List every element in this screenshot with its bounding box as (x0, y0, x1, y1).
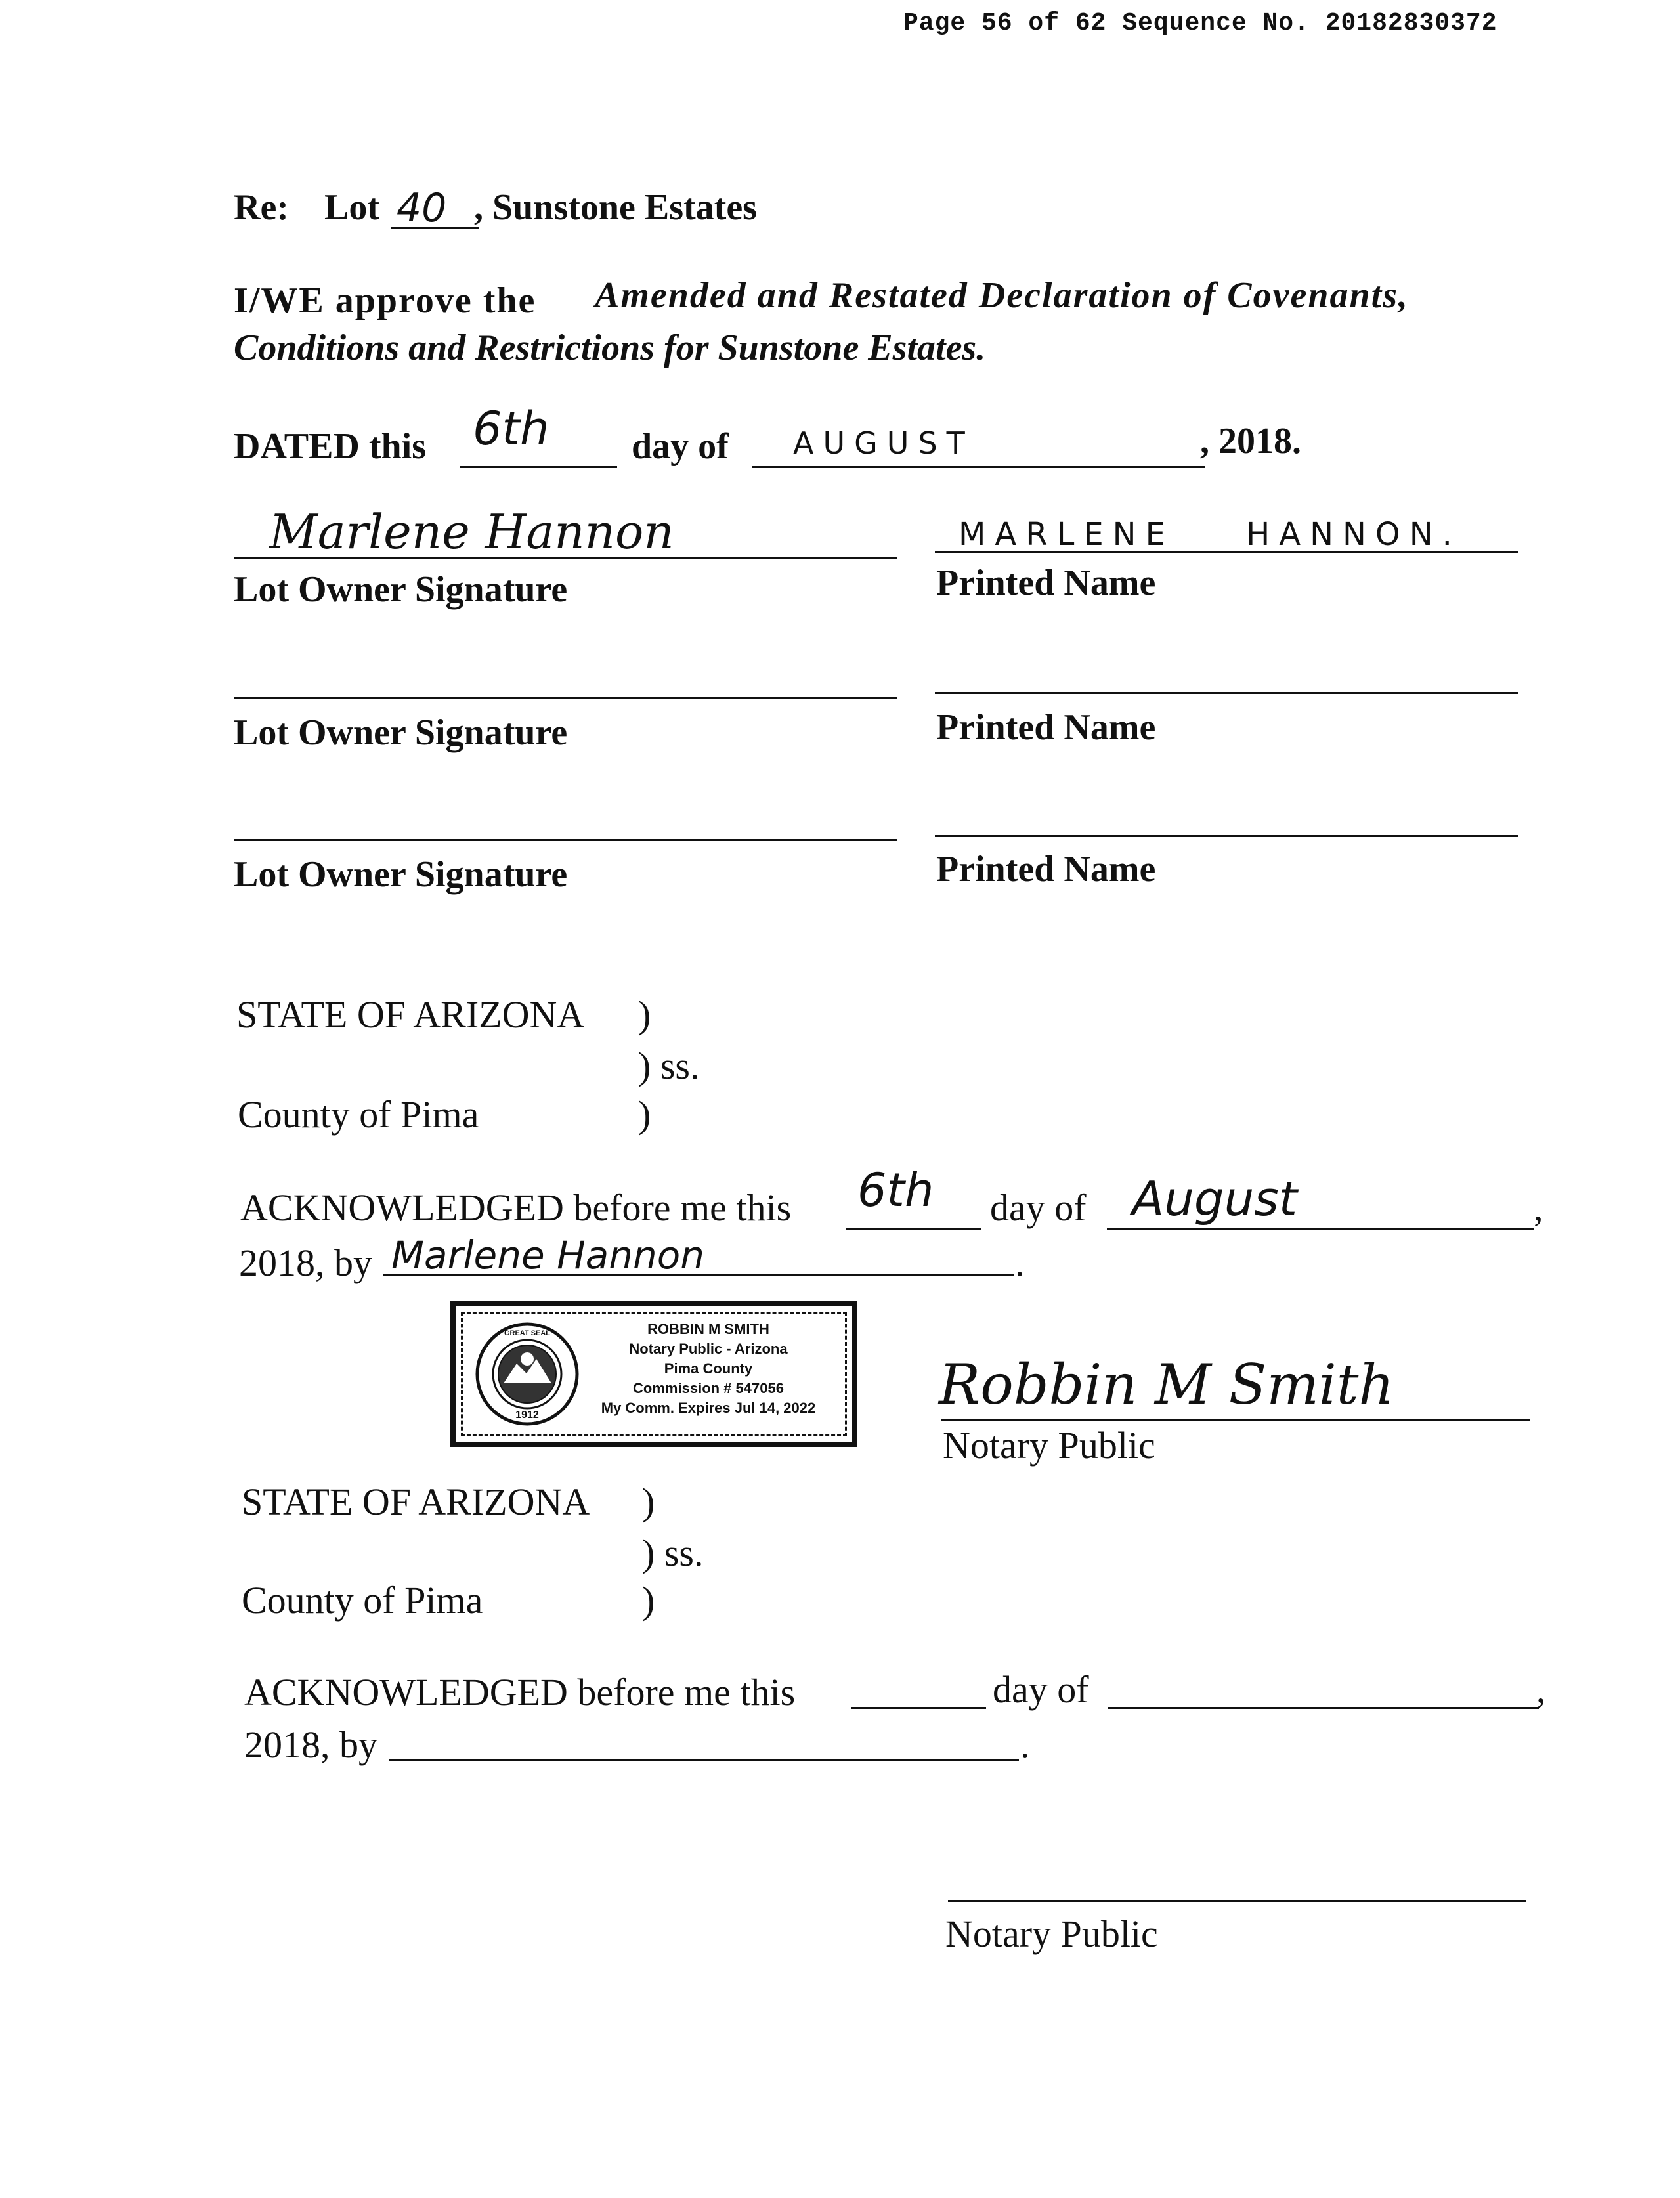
stamp-text-block (580, 1320, 836, 1418)
ack-label-2: ACKNOWLEDGED before me this (244, 1671, 796, 1713)
printed-name-label-1: Printed Name (936, 563, 1156, 603)
stamp-county: Pima County (664, 1360, 753, 1377)
ack-year-by-2: 2018, by (244, 1723, 377, 1766)
ack-month-line-2 (1108, 1707, 1539, 1709)
stamp-notary-title: Notary Public - Arizona (629, 1341, 788, 1357)
lot-number-handwritten: 40 (397, 185, 447, 231)
county-label-1: County of Pima (238, 1093, 479, 1136)
owner-printed-name-handwritten: MARLENE HANNON. (958, 516, 1461, 553)
ack-comma-1: , (1534, 1186, 1543, 1229)
printed-name-label-3: Printed Name (936, 849, 1156, 890)
dated-day-handwritten: 6th (473, 402, 549, 456)
ss-label-2: ) ss. (642, 1532, 704, 1574)
arizona-state-seal-icon (474, 1321, 580, 1427)
state-label-1: STATE OF ARIZONA (236, 993, 585, 1036)
dated-year: , 2018. (1200, 421, 1301, 462)
ss-label-1: ) ss. (638, 1045, 700, 1087)
ack-period-1: . (1015, 1241, 1025, 1284)
notary-public-label-1: Notary Public (943, 1424, 1155, 1467)
svg-text:1912: 1912 (515, 1410, 539, 1421)
re-label: Re: (234, 187, 289, 228)
notary-public-label-2: Notary Public (945, 1912, 1158, 1955)
dated-month-line (752, 466, 1205, 468)
ack-day-of-1: day of (990, 1186, 1087, 1229)
ack-day-line-1 (846, 1228, 981, 1230)
stamp-commission: Commission # 547056 (633, 1380, 784, 1396)
ack-year-by-1: 2018, by (239, 1241, 372, 1284)
notary-signature-line-2 (948, 1900, 1526, 1902)
ack-comma-2: , (1536, 1668, 1546, 1711)
approve-title-line-1: Amended and Restated Declaration of Covenants, (595, 275, 1409, 316)
county-paren-2: ) (642, 1579, 655, 1622)
printed-name-label-2: Printed Name (936, 707, 1156, 748)
owner-signature-handwritten: Marlene Hannon (269, 504, 674, 559)
ack-month-handwritten-1: August (1132, 1171, 1297, 1226)
state-label-2: STATE OF ARIZONA (242, 1480, 590, 1523)
owner-signature-label-3: Lot Owner Signature (234, 854, 568, 895)
approve-lead: I/WE approve the (234, 280, 536, 321)
printed-name-line-3 (935, 835, 1518, 837)
ack-by-line-2 (389, 1759, 1019, 1761)
county-label-2: County of Pima (242, 1579, 483, 1622)
owner-signature-label-1: Lot Owner Signature (234, 569, 568, 610)
notary-stamp (450, 1301, 857, 1447)
dated-day-of: day of (632, 426, 729, 467)
lot-subdivision: , Sunstone Estates (474, 187, 757, 228)
printed-name-line-2 (935, 692, 1518, 694)
owner-signature-label-2: Lot Owner Signature (234, 712, 568, 753)
ack-day-line-2 (851, 1707, 986, 1709)
page-sequence-header: Page 56 of 62 Sequence No. 20182830372 (903, 9, 1497, 37)
svg-text:GREAT SEAL: GREAT SEAL (504, 1329, 551, 1337)
dated-day-line (460, 466, 617, 468)
ack-day-handwritten-1: 6th (857, 1163, 934, 1217)
dated-month-handwritten: AUGUST (793, 425, 974, 461)
ack-month-line-1 (1107, 1228, 1534, 1230)
owner-signature-line-2 (234, 697, 897, 699)
ack-day-of-2: day of (993, 1668, 1089, 1711)
state-paren-2: ) (642, 1480, 655, 1523)
dated-label: DATED this (234, 426, 427, 467)
ack-label-1: ACKNOWLEDGED before me this (240, 1186, 792, 1229)
county-paren-1: ) (638, 1093, 651, 1136)
owner-signature-line-3 (234, 839, 897, 841)
notary-signature-handwritten: Robbin M Smith (939, 1352, 1394, 1417)
state-paren-1: ) (638, 993, 651, 1036)
notary-signature-line-1 (941, 1419, 1530, 1421)
stamp-notary-name: ROBBIN M SMITH (647, 1321, 769, 1337)
lot-label: Lot (324, 187, 379, 228)
approve-title-line-2: Conditions and Restrictions for Sunstone Estates. (234, 328, 986, 368)
ack-period-2: . (1020, 1723, 1030, 1766)
ack-by-handwritten-1: Marlene Hannon (391, 1233, 705, 1278)
stamp-expiration: My Comm. Expires Jul 14, 2022 (601, 1400, 816, 1416)
